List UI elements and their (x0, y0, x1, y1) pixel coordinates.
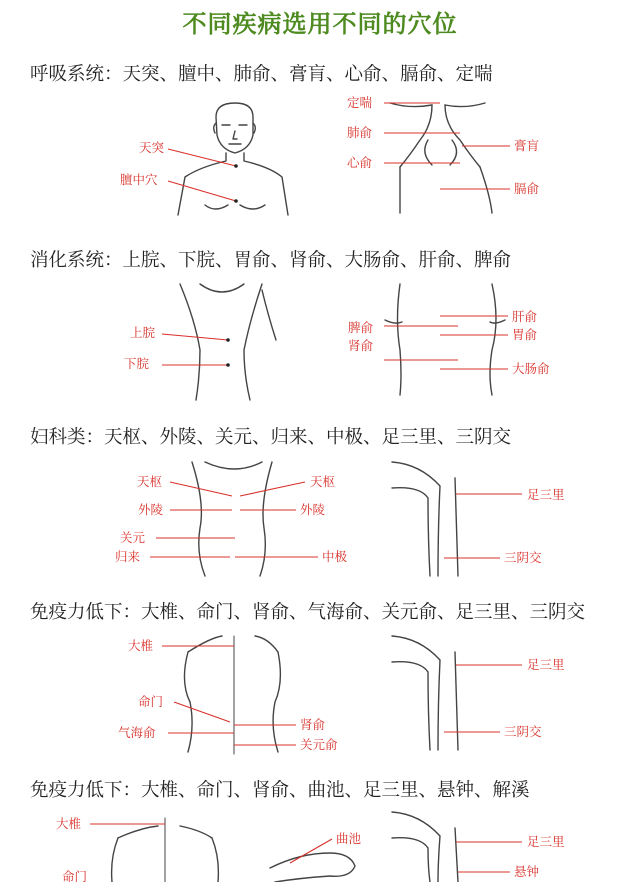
section-heading-immunity-1: 免疫力低下：大椎、命门、肾俞、气海俞、关元俞、足三里、三阴交 (30, 602, 586, 623)
label-tianshu-right: 天枢 (310, 474, 336, 489)
label-danzhong: 膻中穴 (120, 172, 158, 187)
leg-figure (392, 462, 458, 576)
label-guanyuan: 关元 (120, 530, 146, 545)
page-title: 不同疾病选用不同的穴位 (182, 10, 458, 38)
front-lower-abdomen-figure (192, 462, 272, 576)
label-tianshu-left: 天枢 (137, 474, 163, 489)
label-quchi: 曲池 (336, 831, 362, 846)
label-dazhui: 大椎 (128, 638, 154, 653)
label-geshu: 膈俞 (514, 181, 540, 196)
label-zusanli-3: 足三里 (527, 834, 565, 849)
label-wailing-left: 外陵 (138, 502, 164, 517)
section-heading-digestive: 消化系统：上脘、下脘、胃俞、肾俞、大肠俞、肝俞、脾俞 (30, 250, 512, 271)
front-torso-figure (178, 103, 288, 215)
label-zhongji: 中极 (322, 549, 348, 564)
label-weishu: 胃俞 (512, 327, 538, 342)
leg-figure (392, 812, 458, 882)
label-dingchuan: 定喘 (347, 95, 373, 110)
label-xiawan: 下脘 (124, 356, 150, 371)
label-shangwan: 上脘 (130, 325, 156, 340)
label-dazhui-2: 大椎 (56, 816, 82, 831)
label-pishu: 脾俞 (348, 320, 374, 335)
immunity-1-figure (0, 632, 640, 762)
gynecology-figure (0, 458, 640, 583)
label-sanyinjiao: 三阴交 (504, 550, 542, 565)
label-guilai: 归来 (115, 549, 141, 564)
label-ganshu: 肝俞 (512, 309, 538, 324)
label-guanyuanshu: 关元俞 (300, 737, 338, 752)
label-sanyinjiao-2: 三阴交 (504, 724, 542, 739)
section-heading-respiratory: 呼吸系统：天突、膻中、肺俞、膏肓、心俞、膈俞、定喘 (30, 64, 493, 85)
label-shenshu-2: 肾俞 (300, 717, 326, 732)
label-wailing-right: 外陵 (300, 502, 326, 517)
label-zusanli-2: 足三里 (527, 657, 565, 672)
label-xuanzhong: 悬钟 (514, 864, 540, 879)
label-qihaishu: 气海俞 (118, 725, 156, 740)
label-zusanli: 足三里 (527, 487, 565, 502)
label-mingmen-2: 命门 (62, 869, 88, 882)
arm-figure (270, 853, 355, 882)
leg-figure (392, 636, 458, 750)
digestive-figure (0, 280, 640, 405)
back-lower-figure (385, 284, 505, 395)
section-heading-gynecology: 妇科类：天枢、外陵、关元、归来、中极、足三里、三阴交 (30, 427, 512, 448)
label-feishu: 肺俞 (347, 125, 373, 140)
label-mingmen: 命门 (138, 694, 164, 709)
back-upper-figure (390, 103, 492, 213)
label-dachangshu: 大肠俞 (512, 361, 550, 376)
immunity-2-figure (0, 808, 640, 882)
label-tiantu: 天突 (139, 140, 165, 155)
label-xinshu: 心俞 (347, 155, 373, 170)
label-shenshu: 肾俞 (348, 338, 374, 353)
back-figure (184, 636, 280, 754)
label-gaohuang: 膏肓 (514, 138, 540, 153)
section-heading-immunity-2: 免疫力低下：大椎、命门、肾俞、曲池、足三里、悬钟、解溪 (30, 780, 530, 801)
front-abdomen-figure (180, 284, 276, 400)
back-figure (112, 818, 219, 882)
respiratory-figure (0, 95, 640, 230)
